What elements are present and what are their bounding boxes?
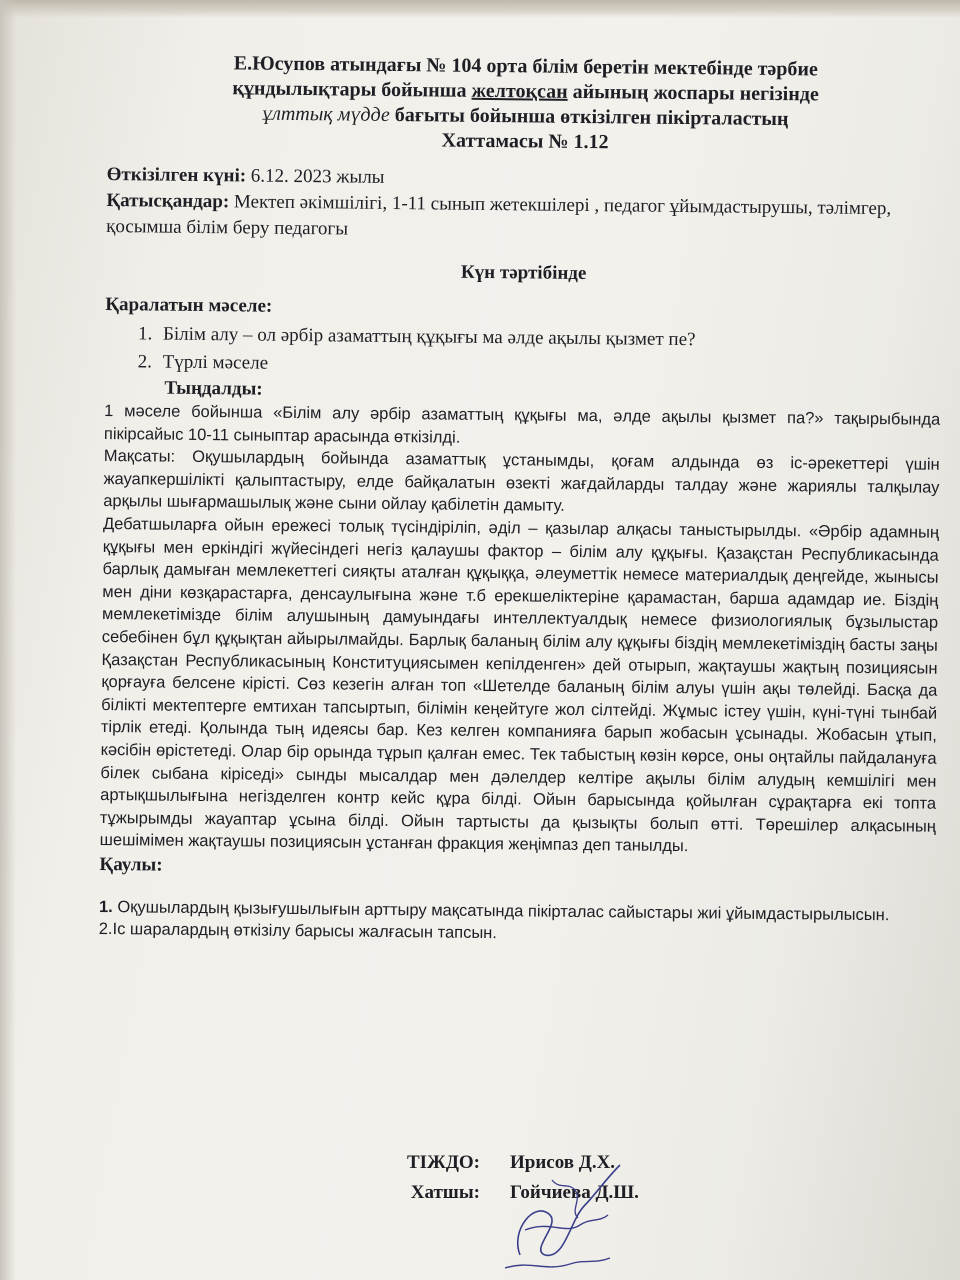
handwritten-signature <box>490 1160 640 1280</box>
decisions-list <box>99 896 935 950</box>
title-line-1: Е.Юсупов атындағы № 104 орта білім беретін мектебінде тәрбие <box>233 52 818 81</box>
body-paragraph-1: 1 мәселе бойынша «Білім алу әрбір азаматтың құқығы ма, әлде ақылы қызмет па?» тақырыбында пікірсайыс 10-11 сыныптар арасында өткізілді. <box>103 401 941 447</box>
heard-heading: Тыңдалды: <box>164 377 263 400</box>
participants-value: Мектеп әкімшілігі, 1-11 сынып жетекшілері , педагог ұйымдастырушы, тәлімгер, қосымша білім беру педагогы <box>106 191 892 240</box>
decision-heading: Қаулы: <box>99 853 163 876</box>
document-title <box>107 50 944 159</box>
minutes-body <box>100 400 941 861</box>
decision-item-2: 2.Іс шаралардың өткізілу барысы жалғасын тапсын. <box>98 920 498 943</box>
title-line-3-rest: бағыты бойынша өткізілген пікірталастың <box>389 103 789 131</box>
decision-1-text: Оқушылардың қызығушылығын арттыру мақсатында пікірталас сайыстары жиі ұйымдастырылысын. <box>112 897 890 925</box>
agenda-heading: Күн тәртібінде <box>460 261 587 285</box>
page-edge-top <box>0 0 960 18</box>
issues-heading: Қаралатын мәселе: <box>105 293 273 317</box>
title-month: желтоқсан <box>471 79 568 103</box>
signer-name: Гойчиева Д.Ш. <box>510 1182 639 1203</box>
issue-item-2: 2. Түрлі мәселе <box>157 349 941 385</box>
protocol-number: Хаттамасы № 1.12 <box>441 129 609 154</box>
date-value: 6.12. 2023 жылы <box>246 165 385 188</box>
body-paragraph-2: Мақсаты: Оқушылардың бойында азаматтық ұстанымды, қоғам алдында өз іс-әрекеттері үшін жауапкершілікті қалыптастыру, елде байқалатын өзекті жағдайларды талдау және жариялы талқылау арқылы шығармашылық және сыни ойлау қабілетін дамыту. <box>103 447 940 516</box>
issues-list <box>105 320 942 385</box>
body-paragraph-3: Дебатшыларға ойын ережесі толық түсіндіріліп, әділ – қазылар алқасы таныстырылды. «Әрбір адамның құқығы мен еркіндігі жүйесіндегі негіз қалаушы фактор – білім алу құқығы. Қазақстан Республикасында барлық дамыған мемлекеттегі сияқты аталған құқыққа, әлеуметтік немесе материалдық деңгейде, жынысы мен діни көзқарастарға, денсаулығына және т.б ерекшеліктеріне қарамастан, барша адамдар ие. Біздің мемлекетімізде білім алушының дамуындағы интеллектуалдық немесе физиологиялық бұзылыстар себебінен бұл құқықтан айырылмайды. Барлық баланың білім алу құқығы біздің мемлекетіміздің басты заңы Қазақстан Республикасының Конституциясымен кепілденген» дей отырып, жақтаушы жақтың позициясын қорғауға белсене кірісті. Сөз кезегін алған топ «Шетелде баланың білім алуы үшін ақы төлейді. Басқа да білікті мектептерге емтихан тапсыртып, білімін кеңейтуге жол сілтейді. Жұмыс істеу үшін, күні-түні тынбай тірлік етеді. Қолында тың идеясы бар. Кез келген компанияға барып жобасын ұсынады. Жобасын ұтып, кәсібін өрістетеді. Олар бір орында тұрып қалған емес. Тек табыстың көзін көрсе, оны оңтайлы пайдалануға білек сыбана кіріседі» сынды мысалдар мен дәлелдер келтіре ақылы білім алудың кемшілігі мен артықшылығына негізделген контр кейс құра білді. Ойын барысында қойылған сұрақтарға екі топта тұжырымды жауаптар ұсына білді. Ойын тартысты да қызықты болып өтті. Төрешілер алқасының шешімімен жақтаушы позициясын ұстанған фракция жеңімпаз деп танылды. <box>99 514 940 856</box>
meta-block <box>106 162 943 249</box>
date-label: Өткізілген күні: <box>106 163 247 187</box>
participants-row <box>106 188 942 249</box>
participants-label: Қатысқандар: <box>106 189 230 213</box>
title-line-2b: айының жоспары негізінде <box>567 80 819 106</box>
page-edge-left <box>0 0 16 1280</box>
decision-1-number: 1. <box>98 897 113 916</box>
signer-name: Ирисов Д.Х. <box>510 1152 616 1173</box>
signer-role: ТІЖДО: <box>406 1152 480 1173</box>
issue-item-1: 1. Білім алу – ол әрбір азаматтың құқығы ма әлде ақылы қызмет пе? <box>157 321 941 357</box>
title-line-2a: құндылықтары бойынша <box>232 77 472 102</box>
title-direction: ұлттық мүдде <box>262 102 390 126</box>
document-content <box>99 50 944 950</box>
signer-role: Хатшы: <box>410 1182 480 1203</box>
